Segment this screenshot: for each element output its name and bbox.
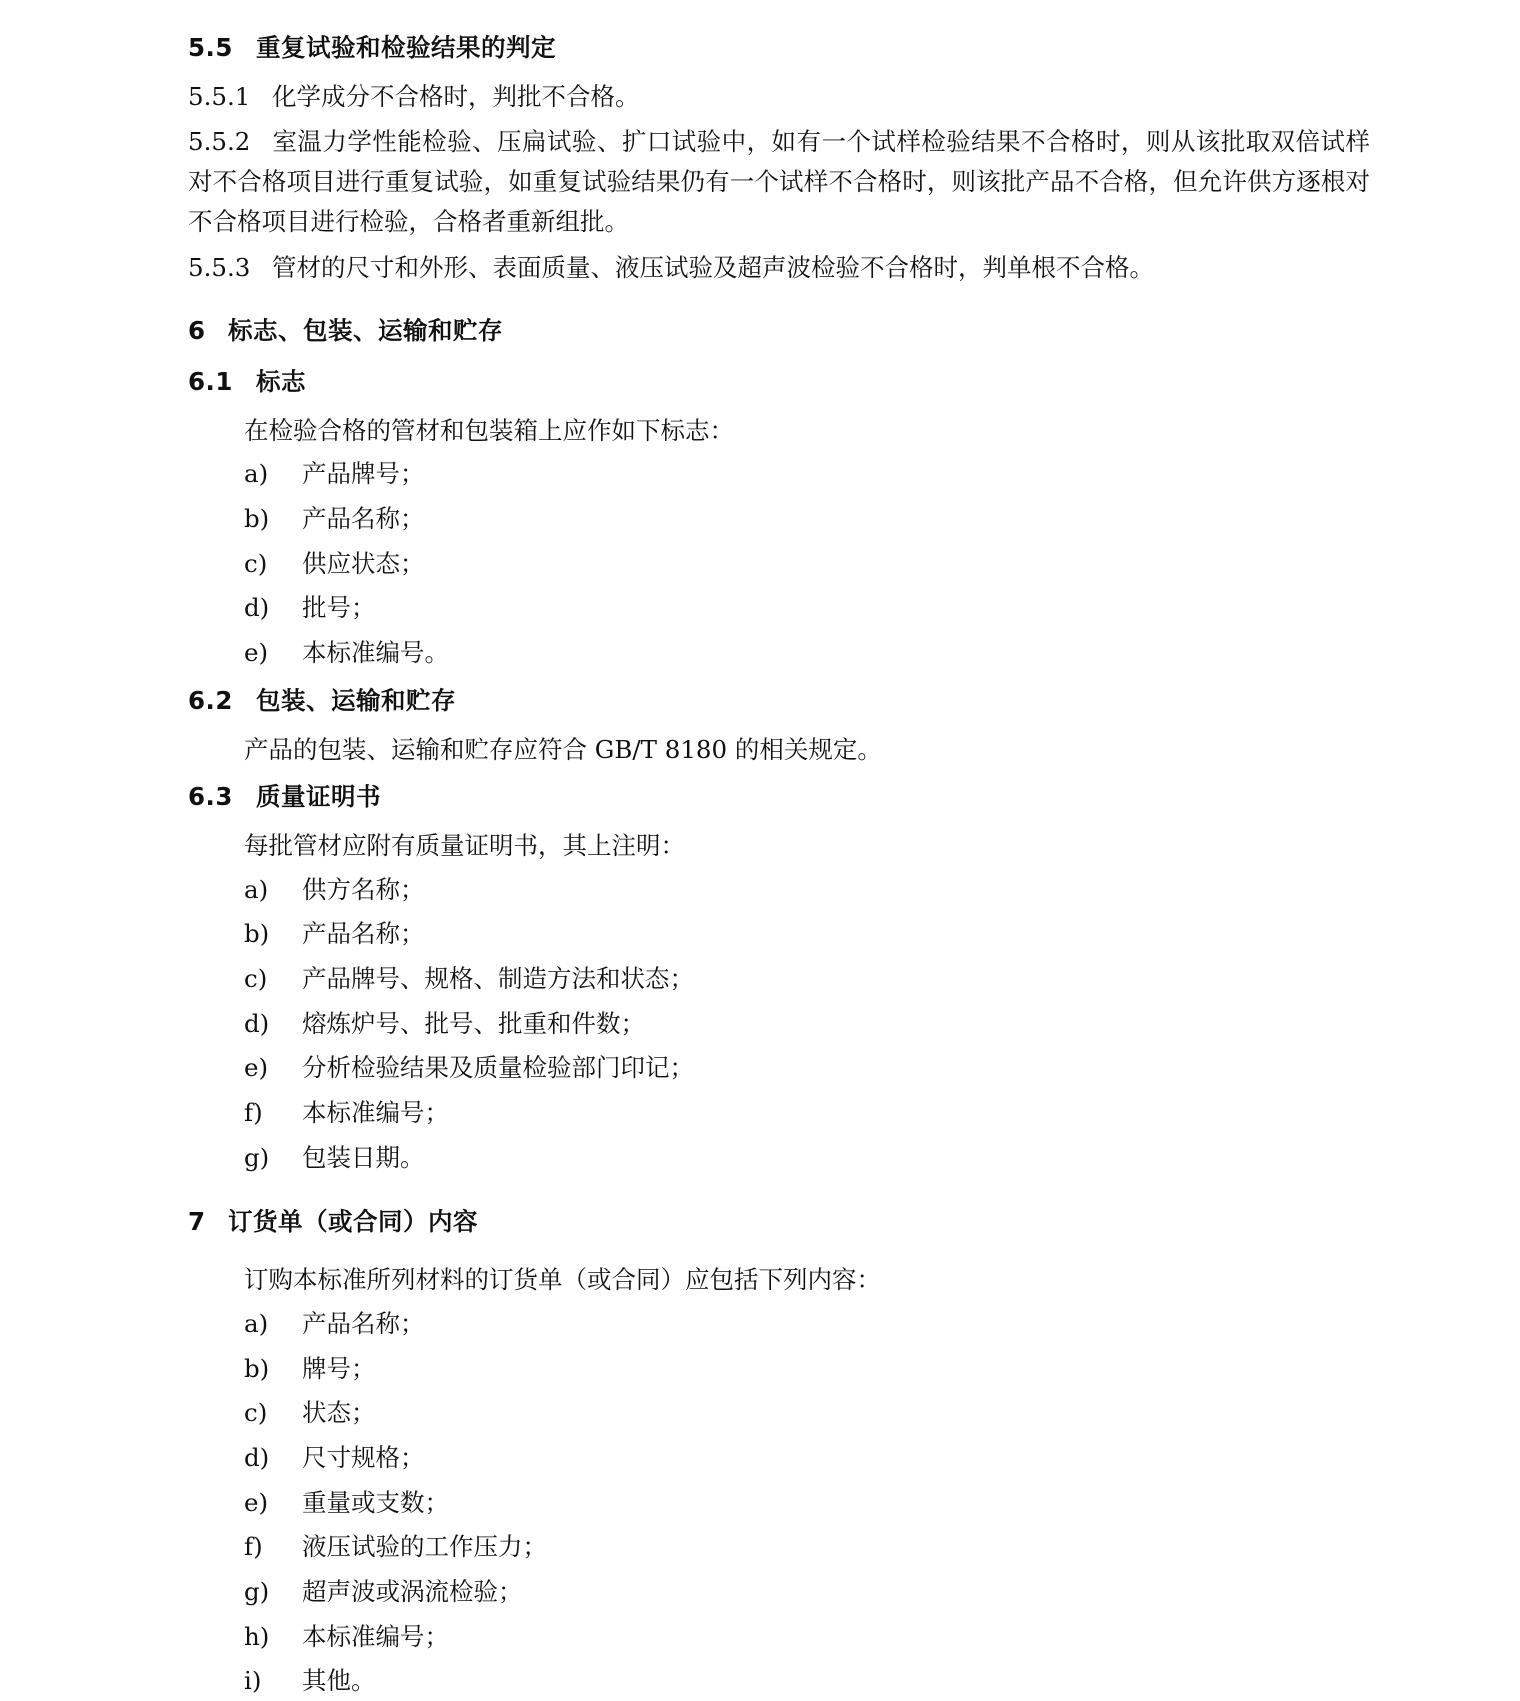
lead-text-6-1: 在检验合格的管材和包装箱上应作如下标志：: [244, 415, 734, 445]
section-title: 重复试验和检验结果的判定: [256, 33, 556, 62]
list-marker: d): [244, 1008, 270, 1038]
list-marker: e): [244, 1487, 269, 1517]
list-item: [188, 914, 1370, 954]
list-6-3: [188, 870, 1370, 1178]
list-marker: b): [244, 504, 270, 534]
list-marker: b): [244, 919, 270, 949]
list-item: [188, 1617, 1370, 1657]
section-heading-6: [188, 313, 1370, 350]
list-marker: g): [244, 1577, 270, 1607]
list-item: [188, 1393, 1370, 1433]
list-item: [188, 1572, 1370, 1612]
list-item-text: 供应状态；: [302, 548, 425, 578]
list-marker: b): [244, 1353, 270, 1383]
list-item-text: 牌号；: [302, 1353, 376, 1383]
paragraph-number: 5.5.1: [188, 81, 251, 111]
list-item-text: 包装日期。: [302, 1142, 425, 1172]
paragraph-number: 5.5.3: [188, 252, 251, 282]
list-item-text: 产品名称；: [302, 1308, 425, 1338]
section-title: 包装、运输和贮存: [256, 685, 456, 715]
paragraph-5-5-3: [188, 248, 1370, 288]
list-item: [188, 499, 1370, 539]
list-item-text: 状态；: [302, 1398, 376, 1428]
list-item-text: 液压试验的工作压力；: [302, 1532, 547, 1562]
section-title: 质量证明书: [256, 782, 381, 812]
lead-text-6-2: 产品的包装、运输和贮存应符合 GB/T 8180 的相关规定。: [244, 734, 882, 764]
list-item: [188, 1349, 1370, 1389]
list-item-text: 产品名称；: [302, 919, 425, 949]
list-marker: a): [244, 1308, 269, 1338]
lead-text-7: 订购本标准所列材料的订货单（或合同）应包括下列内容：: [244, 1265, 881, 1295]
list-item: [188, 633, 1370, 673]
list-item: [188, 544, 1370, 584]
list-marker: f): [244, 1532, 263, 1562]
list-item: [188, 588, 1370, 628]
lead-text-6-3: 每批管材应附有质量证明书，其上注明：: [244, 831, 685, 860]
list-item: [188, 1048, 1370, 1088]
list-item-text: 产品牌号；: [302, 459, 425, 489]
paragraph-5-5-1: [188, 77, 1370, 117]
list-item-text: 批号；: [302, 593, 376, 623]
section-number: 6.3: [188, 782, 233, 812]
list-item-text: 其他。: [302, 1666, 376, 1696]
section-title: 标志: [256, 366, 306, 396]
list-marker: c): [244, 964, 268, 994]
list-item: [188, 1661, 1370, 1701]
list-marker: a): [244, 459, 269, 489]
list-item: [188, 1483, 1370, 1523]
list-marker: a): [244, 874, 269, 904]
list-item-text: 分析检验结果及质量检验部门印记；: [302, 1053, 694, 1083]
list-item: [188, 1138, 1370, 1178]
list-marker: h): [244, 1621, 270, 1651]
paragraph-text: 室温力学性能检验、压扁试验、扩口试验中，如有一个试样检验结果不合格时，则从该批取双倍试样对不合格项目进行重复试验，如重复试验结果仍有一个试样不合格时，则该批产品不合格，但允许供方逐根对不合格项目进行检验，合格者重新组批。: [188, 127, 1370, 236]
section-heading-6-3: [188, 779, 1370, 816]
list-item-text: 本标准编号。: [302, 638, 449, 668]
list-marker: c): [244, 548, 268, 578]
list-marker: g): [244, 1142, 270, 1172]
list-item-text: 供方名称；: [302, 874, 425, 904]
list-marker: i): [244, 1666, 262, 1696]
section-title: 标志、包装、运输和贮存: [228, 316, 503, 346]
list-item: [188, 959, 1370, 999]
list-item-text: 重量或支数；: [302, 1487, 449, 1517]
section-title: 订货单（或合同）内容: [228, 1206, 478, 1236]
list-marker: c): [244, 1398, 268, 1428]
section-number: 6.1: [188, 366, 233, 396]
section-number: 7: [188, 1206, 206, 1236]
section-heading-7: [188, 1204, 1370, 1241]
list-item: [188, 1438, 1370, 1478]
list-marker: e): [244, 638, 269, 668]
list-6-1: [188, 454, 1370, 672]
paragraph-number: 5.5.2: [188, 127, 251, 157]
list-7: [188, 1304, 1370, 1701]
list-item-text: 产品名称；: [302, 504, 425, 534]
list-item: [188, 870, 1370, 910]
list-marker: e): [244, 1053, 269, 1083]
list-item: [188, 1527, 1370, 1567]
list-item-text: 本标准编号；: [302, 1098, 449, 1128]
list-item-text: 超声波或涡流检验；: [302, 1577, 523, 1607]
section-number: 5.5: [188, 33, 233, 62]
section-heading-6-2: [188, 683, 1370, 720]
list-item: [188, 1004, 1370, 1044]
list-marker: d): [244, 1443, 270, 1472]
list-item-text: 熔炼炉号、批号、批重和件数；: [302, 1008, 645, 1038]
paragraph-text: 管材的尺寸和外形、表面质量、液压试验及超声波检验不合格时，判单根不合格。: [272, 252, 1154, 282]
list-item: [188, 454, 1370, 494]
section-heading-6-1: [188, 364, 1370, 401]
list-item-text: 本标准编号；: [302, 1621, 449, 1651]
list-marker: f): [244, 1098, 263, 1128]
list-marker: d): [244, 593, 270, 623]
section-number: 6: [188, 316, 206, 346]
list-item: [188, 1093, 1370, 1133]
section-number: 6.2: [188, 685, 233, 715]
list-item-text: 尺寸规格；: [302, 1443, 425, 1472]
section-heading-5-5: [188, 30, 1370, 67]
paragraph-5-5-2: [188, 122, 1370, 241]
list-item: [188, 1304, 1370, 1344]
paragraph-text: 化学成分不合格时，判批不合格。: [272, 81, 640, 111]
list-item-text: 产品牌号、规格、制造方法和状态；: [302, 964, 694, 994]
